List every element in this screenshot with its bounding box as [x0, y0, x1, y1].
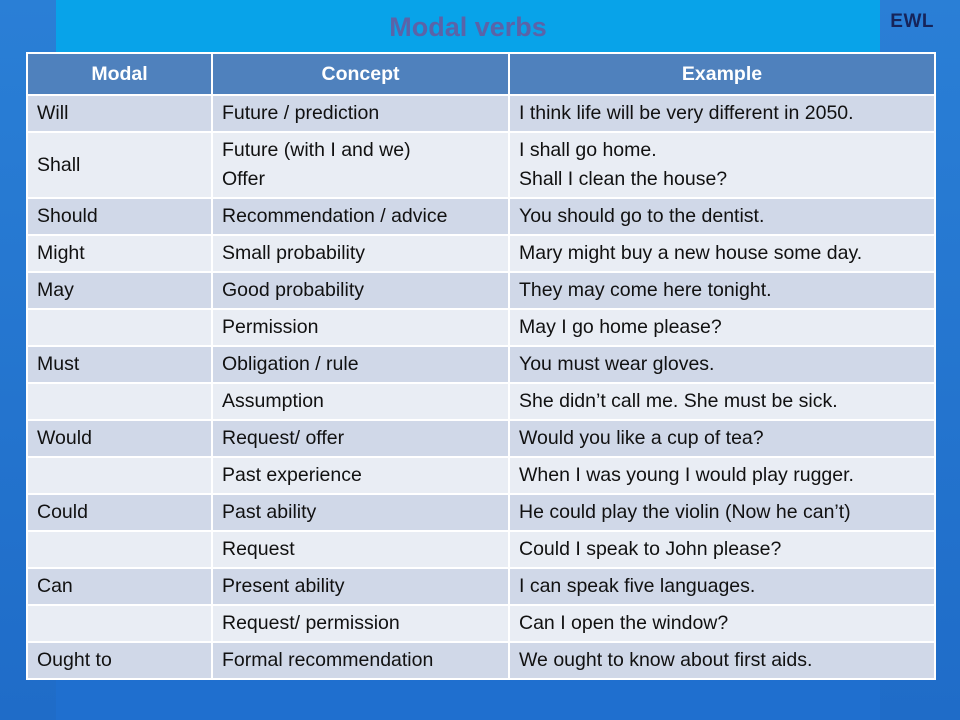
example-cell [509, 642, 935, 679]
example-text: She didn’t call me. She must be sick. [519, 390, 838, 412]
modal-cell [27, 605, 212, 642]
example-cell [509, 95, 935, 132]
table-row [27, 457, 935, 494]
example-text: You should go to the dentist. [519, 205, 765, 227]
concept-text: Past experience [222, 464, 362, 486]
modal-cell: Can [27, 568, 212, 605]
example-cell [509, 605, 935, 642]
example-cell [509, 383, 935, 420]
example-text: Mary might buy a new house some day. [519, 242, 863, 264]
example-cell [509, 272, 935, 309]
table-row [27, 420, 935, 457]
concept-text: Present ability [222, 575, 345, 597]
concept-cell [212, 95, 509, 132]
concept-cell [212, 457, 509, 494]
concept-cell [212, 272, 509, 309]
modal-cell: Would [27, 420, 212, 457]
table-row [27, 132, 935, 198]
example-cell [509, 457, 935, 494]
concept-text: Offer [222, 168, 265, 190]
concept-text: Request/ permission [222, 612, 400, 634]
example-cell [509, 531, 935, 568]
example-text: They may come here tonight. [519, 279, 772, 301]
table-row [27, 605, 935, 642]
concept-cell [212, 494, 509, 531]
table-body [27, 95, 935, 679]
concept-cell [212, 568, 509, 605]
example-cell [509, 235, 935, 272]
example-cell [509, 346, 935, 383]
example-text: We ought to know about first aids. [519, 649, 813, 671]
table-row [27, 309, 935, 346]
concept-cell [212, 420, 509, 457]
column-header-example: Example [509, 53, 935, 95]
table-row [27, 383, 935, 420]
concept-text: Request [222, 538, 295, 560]
concept-cell [212, 605, 509, 642]
example-cell [509, 568, 935, 605]
table-row [27, 198, 935, 235]
concept-text: Permission [222, 316, 319, 338]
table-row [27, 642, 935, 679]
concept-text: Assumption [222, 390, 324, 412]
concept-cell [212, 346, 509, 383]
concept-cell [212, 132, 509, 198]
concept-text: Formal recommendation [222, 649, 434, 671]
modal-cell: Should [27, 198, 212, 235]
concept-cell [212, 531, 509, 568]
modal-cell: Must [27, 346, 212, 383]
table-row [27, 531, 935, 568]
table-header-row [27, 53, 935, 95]
example-text: I shall go home. [519, 139, 657, 161]
concept-cell [212, 198, 509, 235]
example-text: When I was young I would play rugger. [519, 464, 854, 486]
column-header-modal: Modal [27, 53, 212, 95]
table-row [27, 95, 935, 132]
example-cell [509, 132, 935, 198]
table-row [27, 568, 935, 605]
concept-text: Past ability [222, 501, 317, 523]
concept-text: Small probability [222, 242, 366, 264]
concept-cell [212, 309, 509, 346]
example-text: He could play the violin (Now he can’t) [519, 501, 851, 523]
modal-cell [27, 531, 212, 568]
concept-text: Future (with I and we) [222, 139, 411, 161]
concept-text: Obligation / rule [222, 353, 359, 375]
example-text: I think life will be very different in 2050. [519, 102, 854, 124]
concept-text: Good probability [222, 279, 365, 301]
column-header-concept: Concept [212, 53, 509, 95]
example-text: Shall I clean the house? [519, 168, 728, 190]
concept-cell [212, 383, 509, 420]
concept-cell [212, 642, 509, 679]
modal-cell: Will [27, 95, 212, 132]
modal-verbs-table-container [26, 52, 934, 680]
modal-verbs-table [26, 52, 936, 680]
modal-cell [27, 383, 212, 420]
example-text: Could I speak to John please? [519, 538, 782, 560]
modal-cell: Could [27, 494, 212, 531]
example-text: I can speak five languages. [519, 575, 756, 597]
example-text: Would you like a cup of tea? [519, 427, 764, 449]
concept-text: Request/ offer [222, 427, 345, 449]
modal-cell: Ought to [27, 642, 212, 679]
table-row [27, 235, 935, 272]
ewl-logo: EWL [890, 11, 934, 32]
example-text: You must wear gloves. [519, 353, 715, 375]
table-row [27, 272, 935, 309]
modal-cell [27, 309, 212, 346]
modal-cell: Might [27, 235, 212, 272]
concept-cell [212, 235, 509, 272]
example-text: Can I open the window? [519, 612, 729, 634]
table-row [27, 346, 935, 383]
modal-cell [27, 457, 212, 494]
example-cell [509, 198, 935, 235]
example-cell [509, 309, 935, 346]
example-cell [509, 494, 935, 531]
modal-cell: Shall [27, 132, 212, 198]
concept-text: Recommendation / advice [222, 205, 448, 227]
modal-cell: May [27, 272, 212, 309]
example-text: May I go home please? [519, 316, 722, 338]
concept-text: Future / prediction [222, 102, 380, 124]
example-cell [509, 420, 935, 457]
table-row [27, 494, 935, 531]
page-title: Modal verbs [389, 12, 547, 42]
